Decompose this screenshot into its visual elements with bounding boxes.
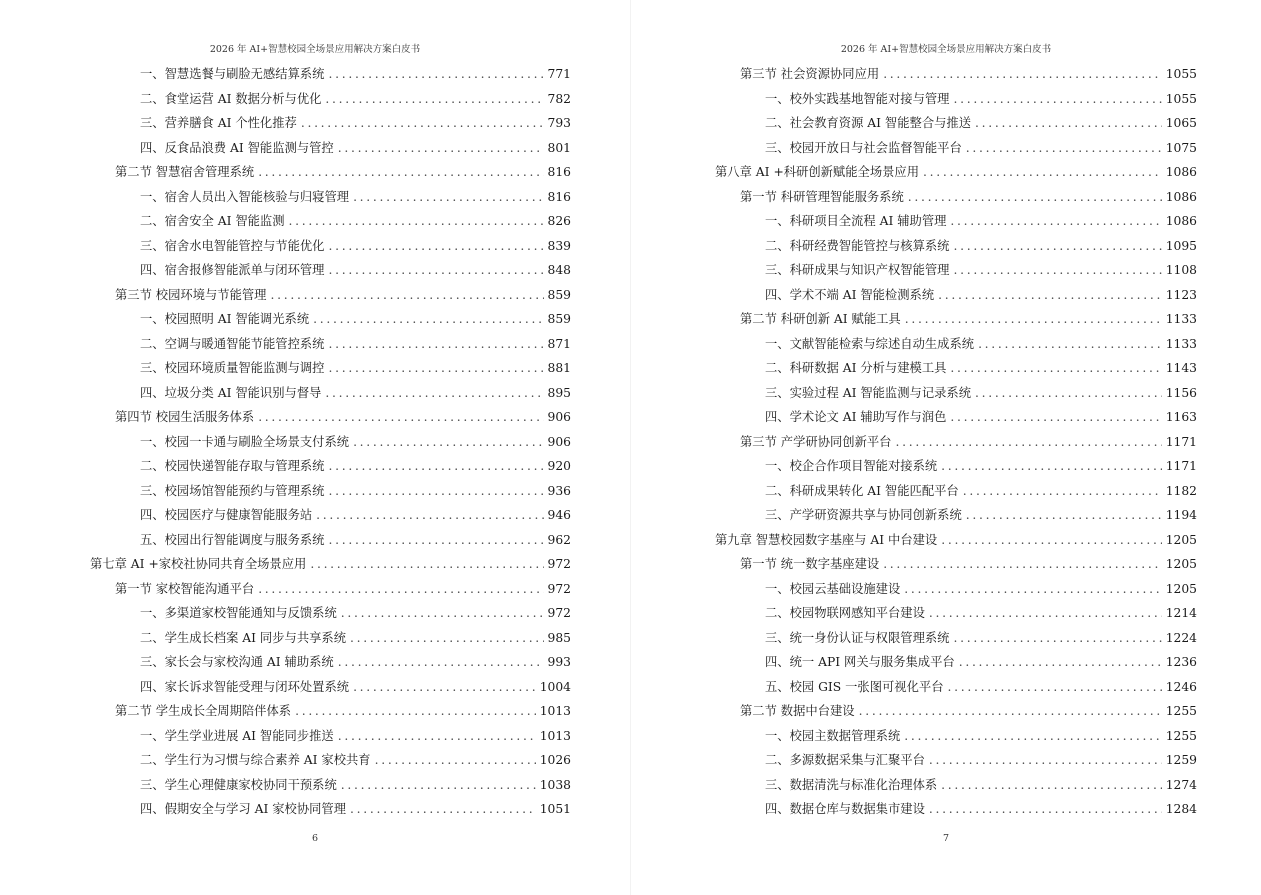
toc-entry-page: 1013	[539, 704, 571, 718]
toc-entry-page: 1038	[539, 777, 571, 792]
toc-entry-title: 四、家长诉求智能受理与闭环处置系统	[140, 679, 350, 694]
toc-entry-page: 1055	[1165, 91, 1197, 106]
toc-entry-title: 二、食堂运营 AI 数据分析与优化	[140, 91, 322, 106]
toc-subsection	[90, 209, 571, 234]
dot-leader	[966, 503, 1162, 528]
dot-leader	[258, 577, 543, 602]
toc-chapter	[715, 160, 1197, 185]
toc-entry-page: 1108	[1165, 263, 1197, 277]
toc-subsection	[715, 356, 1197, 381]
toc-subsection	[90, 528, 571, 553]
toc-subsection	[715, 748, 1197, 773]
toc-entry-title: 二、多源数据采集与汇聚平台	[765, 753, 925, 767]
dot-leader	[350, 797, 536, 822]
toc-entry-page: 1051	[539, 802, 571, 816]
toc-entry-title: 第二节 学生成长全周期陪伴体系	[115, 704, 292, 718]
toc-section	[715, 307, 1197, 332]
toc-subsection	[715, 626, 1197, 651]
toc-list	[90, 62, 571, 822]
toc-entry-page: 1086	[1165, 214, 1197, 228]
toc-subsection	[715, 797, 1197, 822]
toc-section	[90, 699, 571, 724]
toc-entry-title: 四、反食品浪费 AI 智能监测与管控	[140, 140, 334, 155]
toc-subsection	[90, 748, 571, 773]
toc-entry-page: 1143	[1165, 361, 1197, 375]
toc-entry-page: 1171	[1165, 434, 1197, 449]
toc-entry-page: 993	[547, 655, 571, 669]
toc-section	[715, 552, 1197, 577]
toc-entry-title: 三、校园场馆智能预约与管理系统	[140, 483, 325, 498]
toc-entry-title: 第一节 统一数字基座建设	[740, 557, 880, 571]
toc-entry-page: 793	[547, 116, 571, 130]
toc-subsection	[90, 234, 571, 259]
toc-subsection	[90, 185, 571, 210]
toc-entry-page: 1133	[1165, 312, 1197, 326]
toc-subsection	[90, 454, 571, 479]
dot-leader	[929, 601, 1162, 626]
dot-leader	[258, 160, 543, 185]
toc-entry-title: 第四节 校园生活服务体系	[115, 410, 255, 424]
toc-section	[90, 577, 571, 602]
toc-entry-page: 962	[547, 532, 571, 547]
toc-entry-title: 第二节 科研创新 AI 赋能工具	[740, 312, 901, 326]
toc-entry-title: 一、宿舍人员出入智能核验与归寝管理	[140, 189, 350, 204]
toc-entry-page: 771	[547, 67, 571, 81]
dot-leader	[941, 528, 1161, 553]
toc-entry-title: 三、统一身份认证与权限管理系统	[765, 630, 950, 645]
dot-leader	[328, 234, 543, 259]
toc-entry-page: 1123	[1165, 287, 1197, 302]
toc-entry-page: 972	[547, 557, 571, 571]
dot-leader	[953, 258, 1161, 283]
toc-subsection	[715, 479, 1197, 504]
dot-leader	[350, 626, 544, 651]
dot-leader	[953, 626, 1161, 651]
toc-entry-page: 801	[547, 140, 571, 155]
toc-entry-page: 816	[547, 165, 571, 179]
dot-leader	[908, 185, 1162, 210]
dot-leader	[975, 111, 1162, 136]
toc-subsection	[715, 381, 1197, 406]
right-page	[631, 0, 1261, 895]
toc-subsection	[90, 601, 571, 626]
dot-leader	[328, 332, 543, 357]
dot-leader	[338, 724, 536, 749]
toc-subsection	[715, 87, 1197, 112]
toc-entry-page: 1255	[1165, 728, 1197, 743]
toc-subsection	[715, 724, 1197, 749]
dot-leader	[978, 332, 1162, 357]
dot-leader	[941, 454, 1162, 479]
dot-leader	[904, 724, 1161, 749]
toc-entry-page: 782	[547, 91, 571, 106]
toc-entry-page: 848	[547, 263, 571, 277]
dot-leader	[338, 650, 544, 675]
toc-entry-title: 三、数据清洗与标准化治理体系	[765, 777, 938, 792]
dot-leader	[859, 699, 1162, 724]
dot-leader	[929, 797, 1162, 822]
toc-entry-page: 972	[547, 581, 571, 596]
toc-subsection	[715, 405, 1197, 430]
toc-subsection	[90, 773, 571, 798]
toc-entry-title: 五、校园 GIS 一张图可视化平台	[765, 679, 944, 694]
toc-entry-title: 一、校园云基础设施建设	[765, 581, 901, 596]
toc-entry-page: 946	[547, 508, 571, 522]
toc-entry-title: 一、校企合作项目智能对接系统	[765, 459, 938, 473]
toc-entry-title: 第七章 AI +家校社协同共育全场景应用	[90, 557, 307, 571]
toc-entry-page: 859	[547, 312, 571, 326]
dot-leader	[338, 136, 544, 161]
toc-entry-title: 五、校园出行智能调度与服务系统	[140, 532, 325, 547]
dot-leader	[328, 479, 543, 504]
toc-entry-page: 1013	[539, 728, 571, 743]
toc-subsection	[715, 332, 1197, 357]
dot-leader	[929, 748, 1162, 773]
toc-subsection	[90, 111, 571, 136]
toc-subsection	[90, 62, 571, 87]
toc-entry-title: 二、校园物联网感知平台建设	[765, 606, 925, 620]
toc-entry-title: 第一节 家校智能沟通平台	[115, 581, 255, 596]
toc-subsection	[90, 626, 571, 651]
dot-leader	[950, 356, 1161, 381]
toc-entry-title: 一、科研项目全流程 AI 辅助管理	[765, 214, 947, 228]
toc-entry-title: 第二节 智慧宿舍管理系统	[115, 165, 255, 179]
dot-leader	[966, 136, 1162, 161]
dot-leader	[325, 381, 543, 406]
toc-entry-page: 1194	[1165, 508, 1197, 522]
dot-leader	[895, 430, 1161, 455]
toc-entry-page: 1205	[1165, 581, 1197, 596]
toc-entry-page: 1004	[539, 679, 571, 694]
toc-entry-page: 906	[547, 410, 571, 424]
dot-leader	[270, 283, 543, 308]
toc-entry-page: 1055	[1165, 67, 1197, 81]
toc-subsection	[90, 356, 571, 381]
toc-entry-page: 1133	[1165, 336, 1197, 351]
toc-entry-title: 一、校园照明 AI 智能调光系统	[140, 312, 310, 326]
toc-subsection	[715, 503, 1197, 528]
toc-entry-page: 1246	[1165, 679, 1197, 694]
dot-leader	[353, 430, 543, 455]
toc-entry-title: 第一节 科研管理智能服务系统	[740, 189, 904, 204]
dot-leader	[959, 650, 1162, 675]
dot-leader	[953, 87, 1161, 112]
toc-subsection	[90, 650, 571, 675]
toc-entry-title: 四、垃圾分类 AI 智能识别与督导	[140, 385, 322, 400]
dot-leader	[963, 479, 1162, 504]
toc-entry-page: 871	[547, 336, 571, 351]
toc-entry-title: 二、科研成果转化 AI 智能匹配平台	[765, 483, 959, 498]
toc-entry-page: 1182	[1165, 483, 1197, 498]
toc-entry-page: 826	[547, 214, 571, 228]
toc-entry-page: 1259	[1165, 753, 1197, 767]
toc-entry-page: 1171	[1165, 459, 1197, 473]
toc-chapter	[90, 552, 571, 577]
toc-subsection	[90, 675, 571, 700]
dot-leader	[341, 601, 544, 626]
toc-subsection	[90, 430, 571, 455]
toc-subsection	[715, 650, 1197, 675]
dot-leader	[904, 577, 1161, 602]
toc-chapter	[715, 528, 1197, 553]
dot-leader	[375, 748, 536, 773]
dot-leader	[950, 405, 1161, 430]
toc-entry-title: 三、科研成果与知识产权智能管理	[765, 263, 950, 277]
toc-subsection	[715, 454, 1197, 479]
toc-entry-title: 二、学生行为习惯与综合素养 AI 家校共育	[140, 753, 371, 767]
toc-section	[715, 430, 1197, 455]
left-page	[0, 0, 630, 895]
dot-leader	[941, 773, 1162, 798]
toc-entry-page: 1075	[1165, 140, 1197, 155]
toc-entry-page: 859	[547, 287, 571, 302]
toc-entry-title: 一、多渠道家校智能通知与反馈系统	[140, 606, 337, 620]
toc-entry-page: 1026	[539, 753, 571, 767]
dot-leader	[883, 62, 1162, 87]
dot-leader	[905, 307, 1162, 332]
toc-entry-page: 1095	[1165, 238, 1197, 253]
toc-subsection	[715, 209, 1197, 234]
toc-entry-title: 四、统一 API 网关与服务集成平台	[765, 655, 955, 669]
toc-section	[715, 699, 1197, 724]
dot-leader	[258, 405, 543, 430]
toc-entry-title: 四、学术论文 AI 辅助写作与润色	[765, 410, 947, 424]
toc-entry-page: 1214	[1165, 606, 1197, 620]
toc-entry-page: 1236	[1165, 655, 1197, 669]
page-number: 6	[311, 833, 319, 844]
dot-leader	[289, 209, 544, 234]
dot-leader	[341, 773, 536, 798]
toc-entry-page: 1284	[1165, 802, 1197, 816]
dot-leader	[328, 454, 543, 479]
page-header: 2026 年 AI+智慧校园全场景应用解决方案白皮书	[209, 44, 421, 55]
page-header: 2026 年 AI+智慧校园全场景应用解决方案白皮书	[840, 44, 1052, 55]
dot-leader	[313, 307, 543, 332]
toc-entry-page: 920	[547, 459, 571, 473]
toc-entry-title: 三、校园开放日与社会监督智能平台	[765, 140, 962, 155]
toc-entry-title: 四、假期安全与学习 AI 家校协同管理	[140, 802, 347, 816]
toc-subsection	[715, 136, 1197, 161]
dot-leader	[295, 699, 536, 724]
toc-entry-title: 二、宿舍安全 AI 智能监测	[140, 214, 285, 228]
toc-section	[715, 62, 1197, 87]
toc-entry-page: 895	[547, 385, 571, 400]
toc-section	[90, 405, 571, 430]
toc-entry-page: 1255	[1165, 704, 1197, 718]
toc-entry-page: 906	[547, 434, 571, 449]
dot-leader	[328, 258, 543, 283]
dot-leader	[325, 87, 543, 112]
toc-entry-title: 第八章 AI +科研创新赋能全场景应用	[715, 165, 920, 179]
toc-entry-title: 四、校园医疗与健康智能服务站	[140, 508, 313, 522]
toc-entry-title: 二、科研数据 AI 分析与建模工具	[765, 361, 947, 375]
toc-entry-title: 第三节 社会资源协同应用	[740, 67, 880, 81]
toc-subsection	[90, 307, 571, 332]
toc-entry-page: 881	[547, 361, 571, 375]
toc-entry-page: 1086	[1165, 165, 1197, 179]
toc-entry-page: 1156	[1165, 385, 1197, 400]
toc-entry-title: 一、学生学业进展 AI 智能同步推送	[140, 728, 334, 743]
toc-entry-title: 三、校园环境质量智能监测与调控	[140, 361, 325, 375]
toc-subsection	[90, 87, 571, 112]
dot-leader	[316, 503, 543, 528]
toc-subsection	[90, 332, 571, 357]
dot-leader	[948, 675, 1162, 700]
dot-leader	[953, 234, 1161, 259]
dot-leader	[923, 160, 1162, 185]
toc-subsection	[715, 675, 1197, 700]
dot-leader	[938, 283, 1162, 308]
toc-entry-title: 三、产学研资源共享与协同创新系统	[765, 508, 962, 522]
toc-entry-page: 1205	[1165, 557, 1197, 571]
toc-entry-page: 1274	[1165, 777, 1197, 792]
toc-subsection	[715, 283, 1197, 308]
toc-entry-title: 三、营养膳食 AI 个性化推荐	[140, 116, 297, 130]
dot-leader	[301, 111, 544, 136]
toc-entry-title: 二、科研经费智能管控与核算系统	[765, 238, 950, 253]
toc-entry-page: 972	[547, 606, 571, 620]
dot-leader	[310, 552, 543, 577]
toc-entry-title: 二、学生成长档案 AI 同步与共享系统	[140, 630, 347, 645]
dot-leader	[353, 675, 536, 700]
toc-entry-title: 一、校外实践基地智能对接与管理	[765, 91, 950, 106]
toc-subsection	[715, 258, 1197, 283]
toc-entry-title: 四、学术不端 AI 智能检测系统	[765, 287, 935, 302]
toc-subsection	[90, 503, 571, 528]
toc-section	[90, 160, 571, 185]
dot-leader	[975, 381, 1162, 406]
toc-entry-title: 三、宿舍水电智能管控与节能优化	[140, 238, 325, 253]
dot-leader	[950, 209, 1161, 234]
dot-leader	[883, 552, 1162, 577]
toc-section	[90, 283, 571, 308]
toc-entry-page: 839	[547, 238, 571, 253]
toc-entry-page: 1224	[1165, 630, 1197, 645]
toc-subsection	[715, 234, 1197, 259]
toc-subsection	[715, 773, 1197, 798]
toc-entry-title: 第三节 产学研协同创新平台	[740, 434, 892, 449]
toc-entry-title: 一、智慧选餐与刷脸无感结算系统	[140, 67, 325, 81]
toc-entry-title: 三、实验过程 AI 智能监测与记录系统	[765, 385, 972, 400]
toc-subsection	[715, 577, 1197, 602]
toc-entry-page: 1086	[1165, 189, 1197, 204]
toc-entry-title: 三、学生心理健康家校协同干预系统	[140, 777, 337, 792]
toc-subsection	[715, 111, 1197, 136]
toc-subsection	[715, 601, 1197, 626]
toc-entry-page: 985	[547, 630, 571, 645]
toc-entry-title: 第九章 智慧校园数字基座与 AI 中台建设	[715, 532, 938, 547]
toc-entry-page: 1065	[1165, 116, 1197, 130]
toc-entry-title: 一、校园一卡通与刷脸全场景支付系统	[140, 434, 350, 449]
toc-entry-title: 第二节 数据中台建设	[740, 704, 855, 718]
toc-entry-title: 一、校园主数据管理系统	[765, 728, 901, 743]
toc-entry-page: 816	[547, 189, 571, 204]
toc-entry-title: 二、社会教育资源 AI 智能整合与推送	[765, 116, 972, 130]
page-number: 7	[942, 833, 950, 844]
toc-entry-title: 二、校园快递智能存取与管理系统	[140, 459, 325, 473]
toc-list	[715, 62, 1197, 822]
toc-subsection	[90, 258, 571, 283]
toc-entry-page: 936	[547, 483, 571, 498]
toc-section	[715, 185, 1197, 210]
dot-leader	[328, 62, 543, 87]
toc-subsection	[90, 136, 571, 161]
toc-entry-title: 一、文献智能检索与综述自动生成系统	[765, 336, 975, 351]
toc-entry-title: 第三节 校园环境与节能管理	[115, 287, 267, 302]
toc-entry-title: 四、宿舍报修智能派单与闭环管理	[140, 263, 325, 277]
toc-subsection	[90, 797, 571, 822]
toc-subsection	[90, 479, 571, 504]
dot-leader	[328, 356, 543, 381]
toc-subsection	[90, 724, 571, 749]
dot-leader	[328, 528, 543, 553]
toc-entry-title: 三、家长会与家校沟通 AI 辅助系统	[140, 655, 334, 669]
toc-subsection	[90, 381, 571, 406]
toc-entry-page: 1163	[1165, 410, 1197, 424]
toc-entry-title: 二、空调与暖通智能节能管控系统	[140, 336, 325, 351]
toc-entry-page: 1205	[1165, 532, 1197, 547]
dot-leader	[353, 185, 543, 210]
toc-entry-title: 四、数据仓库与数据集市建设	[765, 802, 925, 816]
